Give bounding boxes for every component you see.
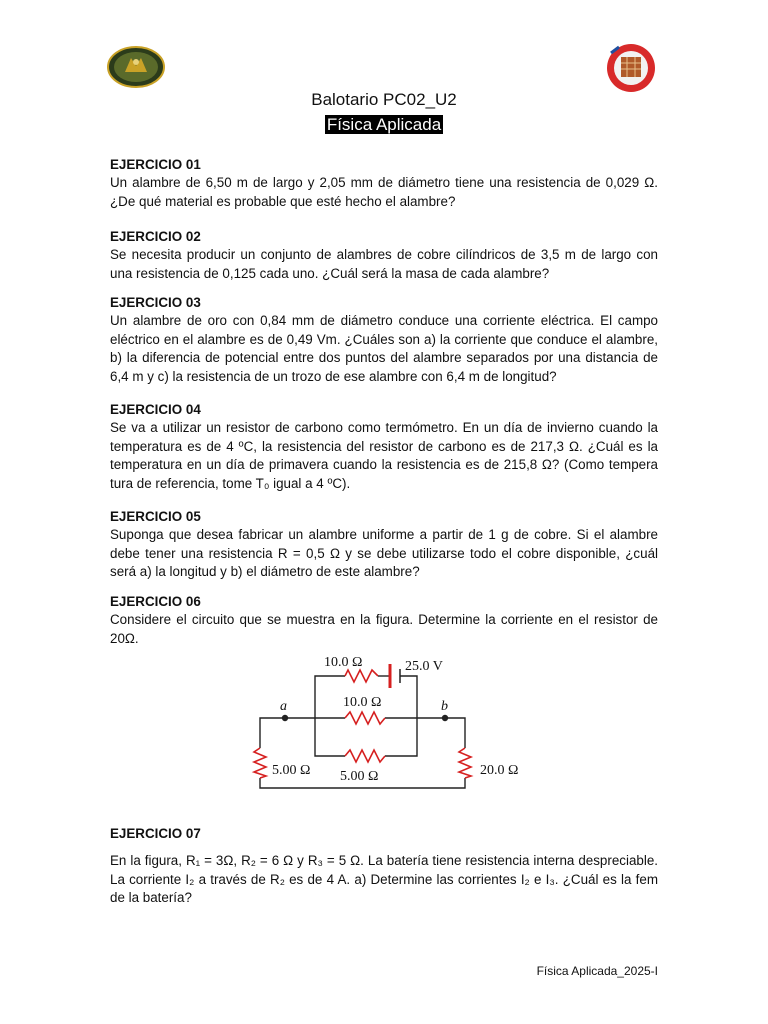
- exercise-04: [110, 401, 658, 493]
- faculty-logo-right: [603, 43, 659, 93]
- page-subtitle: Física Aplicada: [326, 115, 442, 134]
- exercise-text: Un alambre de 6,50 m de largo y 2,05 mm de diámetro tiene una resistencia de 0,029 Ω. ¿De qué material es probable que esté hecho el alambre?: [110, 175, 658, 209]
- exercise-label: EJERCICIO 04: [110, 402, 201, 417]
- resistor-left: [254, 748, 266, 778]
- label-r-left: 5.00 Ω: [272, 763, 311, 778]
- exercise-text: Considere el circuito que se muestra en la figura. Determine la corriente en el resistor de 20Ω.: [110, 612, 658, 646]
- exercise-text: Se va a utilizar un resistor de carbono como termómetro. En un día de invierno cuando la temperatura es de 4 ºC, la resistencia del resistor de carbono es de 217,3 Ω. ¿Cuál es la temperatura en un día de primavera cuando la resistencia es de 215,8 Ω? (Como tempera tura de referencia, tome T₀ igual a 4 ºC).: [110, 420, 658, 491]
- circuit-diagram: [240, 648, 540, 820]
- label-r-middle: 10.0 Ω: [343, 695, 382, 710]
- page-footer: Física Aplicada_2025-I: [536, 964, 658, 978]
- exercise-label: EJERCICIO 01: [110, 157, 201, 172]
- exercise-05: [110, 508, 658, 582]
- exercise-02: [110, 228, 658, 283]
- resistor-bottom: [345, 750, 385, 762]
- exercise-text: En la figura, R₁ = 3Ω, R₂ = 6 Ω y R₃ = 5 Ω. La batería tiene resistencia interna despreciable. La corriente I₂ a través de R₂ es de 4 A. a) Determine las corrientes I₂ e I₃. ¿Cuál es la fem de la batería?: [110, 853, 658, 906]
- exercise-text: Suponga que desea fabricar un alambre uniforme a partir de 1 g de cobre. Si el alambre debe tener una resistencia R = 0,5 Ω y se debe utilizarse todo el cobre disponible, ¿cuál será a) la longitud y b) el diámetro de este alambre?: [110, 527, 658, 580]
- exercise-label: EJERCICIO 07: [110, 826, 201, 841]
- label-r-bottom: 5.00 Ω: [340, 769, 379, 784]
- exercise-label: EJERCICIO 02: [110, 229, 201, 244]
- resistor-top: [345, 670, 378, 682]
- exercise-01: [110, 156, 658, 211]
- exercise-text: Un alambre de oro con 0,84 mm de diámetro conduce una corriente eléctrica. El campo eléctrico en el alambre es de 0,49 Vm. ¿Cuáles son a) la corriente que conduce el alambre, b) la diferencia de potencial entre dos puntos del alambre separados por una distancia de 6,4 m y c) la resistencia de un trozo de ese alambre con 6,4 m de longitud?: [110, 313, 658, 384]
- node-b: [442, 715, 448, 721]
- label-battery: 25.0 V: [405, 659, 443, 674]
- university-logo-left: [107, 46, 165, 88]
- exercise-text: Se necesita producir un conjunto de alambres de cobre cilíndricos de 3,5 m de largo con una resistencia de 0,125 cada uno. ¿Cuál será la masa de cada alambre?: [110, 247, 658, 281]
- page-title: Balotario PC02_U2: [311, 90, 457, 109]
- label-r-top: 10.0 Ω: [324, 655, 363, 670]
- exercise-label: EJERCICIO 05: [110, 509, 201, 524]
- label-node-a: a: [280, 699, 287, 714]
- exercise-label: EJERCICIO 06: [110, 594, 201, 609]
- battery-icon: [390, 664, 400, 688]
- resistor-middle: [345, 712, 385, 724]
- resistor-right: [459, 748, 471, 778]
- label-node-b: b: [441, 699, 448, 714]
- node-a: [282, 715, 288, 721]
- exercise-label: EJERCICIO 03: [110, 295, 201, 310]
- exercise-07: [110, 825, 658, 908]
- label-r-right: 20.0 Ω: [480, 763, 519, 778]
- exercise-03: [110, 294, 658, 386]
- exercise-06: [110, 593, 658, 648]
